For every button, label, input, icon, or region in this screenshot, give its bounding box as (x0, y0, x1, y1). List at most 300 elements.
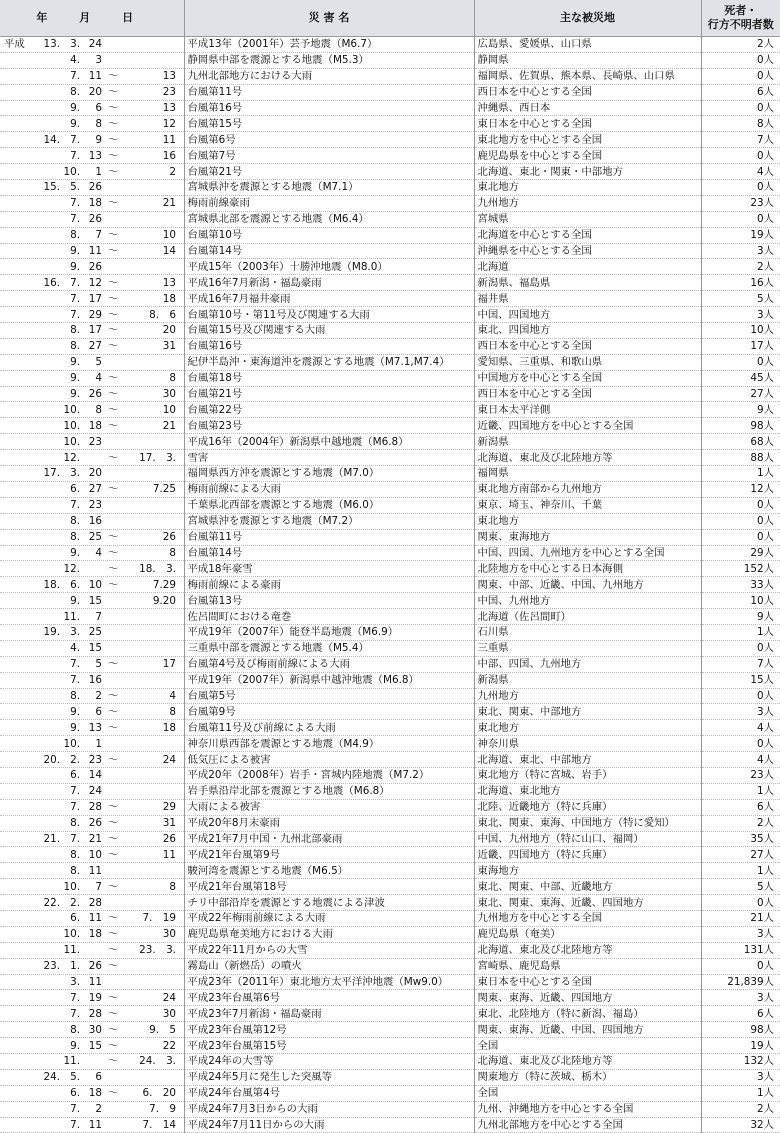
affected-area: 中国、九州地方 (474, 593, 701, 609)
disaster-name: 神奈川県西部を震源とする地震（M4.9） (184, 736, 474, 752)
table-row (0, 195, 780, 211)
date-day: 6 (95, 1071, 102, 1084)
affected-area: 北陸地方を中心とする日本海側 (474, 561, 701, 577)
date-end: 7.25 (152, 483, 176, 496)
date-era (0, 705, 38, 719)
disaster-name: 佐呂間町における竜巻 (184, 609, 474, 625)
date-cell (0, 211, 184, 227)
date-year (38, 451, 60, 465)
disaster-name: 平成13年（2001年）芸予地震（M6.7） (184, 37, 474, 53)
date-era (0, 196, 38, 210)
date-era (0, 673, 38, 687)
date-year: 13. (43, 38, 60, 51)
disaster-name: 三重県中部を震源とする地震（M5.4） (184, 640, 474, 656)
date-month: 8. (70, 864, 80, 877)
affected-area: 近畿、四国地方を中心とする全国 (474, 418, 701, 434)
date-era (0, 1070, 38, 1084)
date-era (0, 101, 38, 115)
date-month: 4. (70, 54, 80, 67)
casualty-count: 29人 (750, 546, 774, 559)
casualty-count: 10人 (750, 594, 774, 607)
date-end (124, 37, 180, 51)
date-month: 10. (63, 419, 80, 432)
disaster-name: 平成23年7月新潟・福島豪雨 (184, 1006, 474, 1022)
date-day: 16 (88, 674, 102, 687)
date-month: 7. (70, 658, 80, 671)
date-range-mark: 〜 (107, 451, 119, 464)
date-month: 7. (70, 785, 80, 798)
date-month: 7. (70, 1007, 80, 1020)
date-end: 26 (162, 832, 176, 845)
table-row (0, 561, 780, 577)
date-month: 7. (70, 801, 80, 814)
casualty-count: 0人 (756, 213, 774, 226)
date-year (38, 1023, 60, 1037)
date-cell (0, 974, 184, 990)
date-cell (0, 52, 184, 68)
table-row (0, 386, 780, 402)
disaster-name: 梅雨前線豪雨 (184, 195, 474, 211)
affected-area: 中国地方を中心とする全国 (474, 370, 701, 386)
date-month: 3. (70, 975, 80, 988)
date-end: 8 (169, 546, 176, 559)
date-range-mark: 〜 (107, 1055, 119, 1068)
date-day: 7 (95, 610, 102, 623)
date-era (0, 180, 38, 194)
date-end: 8 (169, 705, 176, 718)
date-month: 3. (70, 467, 80, 480)
date-cell (0, 1006, 184, 1022)
date-month: 10. (63, 403, 80, 416)
date-day: 27 (88, 340, 102, 353)
date-range-mark (102, 212, 124, 226)
date-end: 11 (162, 848, 176, 861)
date-end: 23. 3. (139, 944, 176, 957)
date-year (38, 1007, 60, 1021)
date-era (0, 292, 38, 306)
affected-area: 東北地方 (474, 720, 701, 736)
date-range-mark: 〜 (107, 705, 119, 718)
date-era (0, 514, 38, 528)
table-row (0, 831, 780, 847)
date-end (124, 498, 180, 512)
casualty-count: 27人 (750, 848, 774, 861)
date-end (124, 864, 180, 878)
date-day: 13 (88, 149, 102, 162)
date-day: 11 (88, 1119, 102, 1131)
date-month: 6. (70, 578, 80, 591)
date-range-mark: 〜 (107, 1039, 119, 1052)
date-era (0, 657, 38, 671)
date-day: 28 (88, 896, 102, 909)
header-dead: 死者・ 行方不明者数 (701, 0, 780, 37)
date-day: 23 (88, 435, 102, 448)
disaster-name: 台風第23号 (184, 418, 474, 434)
date-era (0, 641, 38, 655)
date-era (0, 911, 38, 925)
disaster-name: 九州北部地方における大雨 (184, 68, 474, 84)
date-day: 15 (88, 594, 102, 607)
disaster-name: 台風第16号 (184, 338, 474, 354)
casualty-count: 8人 (756, 117, 774, 130)
date-day: 1 (95, 737, 102, 750)
date-cell (0, 752, 184, 768)
date-range-mark: 〜 (107, 562, 119, 575)
affected-area: 北海道を中心とする全国 (474, 227, 701, 243)
date-range-mark: 〜 (107, 419, 119, 432)
casualty-count: 1人 (756, 467, 774, 480)
casualty-count: 0人 (756, 689, 774, 702)
date-range-mark: 〜 (107, 292, 119, 305)
affected-area: 鹿児島県（奄美） (474, 926, 701, 942)
date-end: 20 (162, 324, 176, 337)
table-row (0, 275, 780, 291)
date-range-mark: 〜 (107, 276, 119, 289)
date-range-mark: 〜 (107, 578, 119, 591)
date-era (0, 625, 38, 639)
date-end: 22 (162, 1039, 176, 1052)
date-range-mark (102, 610, 124, 624)
date-range-mark (102, 594, 124, 608)
date-end: 6. 20 (142, 1087, 176, 1100)
casualty-count: 16人 (750, 276, 774, 289)
date-era (0, 355, 38, 369)
table-row (0, 609, 780, 625)
date-day: 25 (88, 531, 102, 544)
date-cell (0, 656, 184, 672)
date-year (38, 880, 60, 894)
casualty-count: 5人 (756, 880, 774, 893)
date-cell (0, 227, 184, 243)
date-day: 21 (88, 832, 102, 845)
date-month: 7. (70, 1119, 80, 1131)
date-end (124, 768, 180, 782)
date-year (38, 1039, 60, 1053)
date-day: 10 (88, 848, 102, 861)
table-row (0, 1117, 780, 1133)
date-end: 29 (162, 801, 176, 814)
date-cell (0, 640, 184, 656)
disaster-name: 紀伊半島沖・東海道沖を震源とする地震（M7.1,M7.4） (184, 354, 474, 370)
table-row (0, 243, 780, 259)
date-end: 30 (162, 1007, 176, 1020)
casualty-count: 0人 (756, 515, 774, 528)
date-range-mark: 〜 (107, 944, 119, 957)
date-range-mark: 〜 (107, 817, 119, 830)
date-month: 3. (70, 626, 80, 639)
date-year (38, 768, 60, 782)
disaster-name: 梅雨前線による大雨 (184, 481, 474, 497)
date-end (124, 180, 180, 194)
date-end: 14 (162, 245, 176, 258)
date-range-mark (102, 37, 124, 51)
affected-area: 福岡県 (474, 466, 701, 482)
date-era (0, 466, 38, 480)
date-year: 16. (43, 276, 60, 289)
affected-area: 中国、四国、九州地方を中心とする全国 (474, 545, 701, 561)
date-day: 9 (95, 133, 102, 146)
casualty-count: 12人 (750, 483, 774, 496)
affected-area: 東海地方 (474, 863, 701, 879)
casualty-count: 7人 (756, 133, 774, 146)
date-day: 5 (95, 658, 102, 671)
date-year (38, 737, 60, 751)
affected-area: 三重県 (474, 640, 701, 656)
table-row (0, 1085, 780, 1101)
date-day: 1 (95, 165, 102, 178)
date-end: 8. 6 (149, 308, 176, 321)
date-end (124, 625, 180, 639)
date-end: 13 (162, 102, 176, 114)
table-row (0, 148, 780, 164)
date-era (0, 864, 38, 878)
date-year (38, 1118, 60, 1132)
affected-area: 東北、四国地方 (474, 323, 701, 339)
date-era (0, 339, 38, 353)
table-row (0, 720, 780, 736)
date-day: 2 (95, 689, 102, 702)
date-month: 7. (70, 276, 80, 289)
affected-area: 中国、四国地方 (474, 307, 701, 323)
affected-area: 福井県 (474, 291, 701, 307)
date-cell (0, 545, 184, 561)
date-month: 7. (70, 674, 80, 687)
date-end (124, 1070, 180, 1084)
date-month: 9. (70, 117, 80, 130)
date-year (38, 943, 60, 957)
affected-area: 北海道（佐呂間町） (474, 609, 701, 625)
table-row (0, 354, 780, 370)
date-era (0, 943, 38, 957)
casualty-count: 4人 (756, 165, 774, 178)
date-day: 19 (88, 991, 102, 1004)
table-row (0, 910, 780, 926)
date-cell (0, 37, 184, 53)
date-day: 26 (88, 181, 102, 194)
date-range-mark: 〜 (107, 70, 119, 83)
casualty-count: 131人 (743, 944, 774, 957)
affected-area: 北陸、近畿地方（特に兵庫） (474, 799, 701, 815)
table-row (0, 291, 780, 307)
disaster-name: 雪害 (184, 450, 474, 466)
date-end (124, 673, 180, 687)
casualty-count: 1人 (756, 864, 774, 877)
casualty-count: 10人 (750, 324, 774, 337)
date-month: 7. (70, 149, 80, 162)
date-era (0, 594, 38, 608)
casualty-count: 88人 (750, 451, 774, 464)
casualty-count: 6人 (756, 801, 774, 814)
date-era (0, 578, 38, 592)
date-day: 8 (95, 117, 102, 130)
date-year (38, 657, 60, 671)
date-end: 24. 3. (139, 1055, 176, 1068)
date-cell (0, 259, 184, 275)
casualty-count: 4人 (756, 753, 774, 766)
date-era (0, 1102, 38, 1116)
table-row (0, 132, 780, 148)
date-year: 17. (43, 467, 60, 480)
affected-area: 北海道 (474, 259, 701, 275)
date-cell (0, 863, 184, 879)
table-row (0, 1022, 780, 1038)
date-month: 12. (63, 562, 80, 575)
date-range-mark: 〜 (107, 832, 119, 845)
date-day: 4 (95, 372, 102, 385)
disaster-name: 宮城県北部を震源とする地震（M6.4） (184, 211, 474, 227)
date-end: 8 (169, 880, 176, 893)
date-range-mark (102, 641, 124, 655)
disaster-name: 平成24年7月3日からの大雨 (184, 1101, 474, 1117)
casualty-count: 21人 (750, 912, 774, 925)
affected-area: 東北地方を中心とする全国 (474, 132, 701, 148)
disaster-name: 台風第9号 (184, 704, 474, 720)
casualty-count: 3人 (756, 1071, 774, 1084)
date-end: 10 (162, 403, 176, 416)
date-day: 18 (88, 419, 102, 432)
disaster-name: 台風第11号及び前線による大雨 (184, 720, 474, 736)
date-month: 9. (70, 546, 80, 559)
casualty-count: 23人 (750, 769, 774, 782)
casualty-count: 1人 (756, 1087, 774, 1100)
date-range-mark (102, 355, 124, 369)
affected-area: 東北、関東、東海、中国地方（特に愛知） (474, 815, 701, 831)
disaster-name: 低気圧による被害 (184, 752, 474, 768)
date-day: 26 (88, 213, 102, 226)
affected-area: 中国、九州地方（特に山口、福岡） (474, 831, 701, 847)
date-era (0, 133, 38, 147)
disaster-name: 台風第10号 (184, 227, 474, 243)
date-month: 8. (70, 515, 80, 528)
affected-area: 関東、東海、近畿、中国、四国地方 (474, 1022, 701, 1038)
date-month: 6. (70, 769, 80, 782)
header-date: 年 月 日 (0, 0, 184, 37)
date-end: 24 (162, 753, 176, 766)
date-end: 30 (162, 388, 176, 401)
date-end: 13 (162, 70, 176, 83)
date-year (38, 244, 60, 258)
date-month: 7. (70, 832, 80, 845)
disaster-name: 千葉県北西部を震源とする地震（M6.0） (184, 497, 474, 513)
date-era (0, 371, 38, 385)
affected-area: 関東、中部、近畿、中国、九州地方 (474, 577, 701, 593)
affected-area: 北海道、東北及び北陸地方等 (474, 450, 701, 466)
affected-area: 東日本を中心とする全国 (474, 116, 701, 132)
casualty-count: 32人 (750, 1119, 774, 1131)
date-range-mark (102, 864, 124, 878)
date-era (0, 959, 38, 973)
date-day: 26 (88, 817, 102, 830)
date-range-mark (102, 260, 124, 274)
date-end (124, 610, 180, 624)
date-era (0, 451, 38, 465)
disaster-name: 台風第7号 (184, 148, 474, 164)
header-name: 災 害 名 (184, 0, 474, 37)
date-month: 11. (63, 610, 80, 623)
date-month: 10. (63, 165, 80, 178)
date-end: 2 (169, 165, 176, 178)
table-row (0, 847, 780, 863)
date-cell (0, 323, 184, 339)
affected-area: 沖縄県、西日本 (474, 100, 701, 116)
date-year (38, 482, 60, 496)
date-range-mark: 〜 (107, 960, 119, 973)
disaster-name: 平成23年台風第12号 (184, 1022, 474, 1038)
date-era (0, 149, 38, 163)
date-era (0, 1007, 38, 1021)
disaster-name: 平成16年（2004年）新潟県中越地震（M6.8） (184, 434, 474, 450)
date-era (0, 991, 38, 1005)
date-era (0, 721, 38, 735)
date-cell (0, 609, 184, 625)
casualty-count: 3人 (756, 991, 774, 1004)
date-cell (0, 338, 184, 354)
table-row (0, 688, 780, 704)
date-month: 9. (70, 245, 80, 258)
date-month: 6. (70, 1087, 80, 1100)
date-month: 9. (70, 721, 80, 734)
date-range-mark: 〜 (107, 912, 119, 925)
table-row (0, 1069, 780, 1085)
casualty-count: 6人 (756, 1007, 774, 1020)
date-month: 12. (63, 451, 80, 464)
casualty-count: 0人 (756, 149, 774, 162)
date-year (38, 196, 60, 210)
disaster-name: 平成23年台風第6号 (184, 990, 474, 1006)
disaster-name: 宮城県沖を震源とする地震（M7.1） (184, 180, 474, 196)
date-end: 9. 5 (149, 1023, 176, 1036)
date-range-mark (102, 784, 124, 798)
date-day: 26 (88, 260, 102, 273)
table-row (0, 370, 780, 386)
date-day: 23 (88, 499, 102, 512)
date-year (38, 419, 60, 433)
date-month: 9. (70, 356, 80, 369)
date-day: 17 (88, 292, 102, 305)
casualty-count: 5人 (756, 292, 774, 305)
date-day: 6 (95, 705, 102, 718)
date-era (0, 419, 38, 433)
date-day: 11 (88, 70, 102, 83)
date-range-mark (102, 625, 124, 639)
date-month: 9. (70, 388, 80, 401)
date-cell (0, 767, 184, 783)
date-era (0, 435, 38, 449)
date-day: 15 (88, 642, 102, 655)
date-day (80, 1054, 102, 1068)
casualty-count: 19人 (750, 229, 774, 242)
date-day: 18 (88, 197, 102, 210)
casualty-count: 9人 (756, 610, 774, 623)
date-year (38, 721, 60, 735)
date-range-mark: 〜 (107, 340, 119, 353)
date-year (38, 610, 60, 624)
disaster-name: 駿河湾を震源とする地震（M6.5） (184, 863, 474, 879)
date-year (38, 848, 60, 862)
date-cell (0, 466, 184, 482)
disaster-name: 平成23年（2011年）東北地方太平洋沖地震（Mw9.0） (184, 974, 474, 990)
date-month: 9. (70, 1039, 80, 1052)
date-range-mark (102, 435, 124, 449)
date-end: 16 (162, 149, 176, 162)
date-year (38, 784, 60, 798)
date-cell (0, 164, 184, 180)
casualty-count: 19人 (750, 1039, 774, 1052)
affected-area: 東北、関東、中部地方 (474, 704, 701, 720)
date-day: 18 (88, 1087, 102, 1100)
date-era (0, 816, 38, 830)
table-row (0, 164, 780, 180)
